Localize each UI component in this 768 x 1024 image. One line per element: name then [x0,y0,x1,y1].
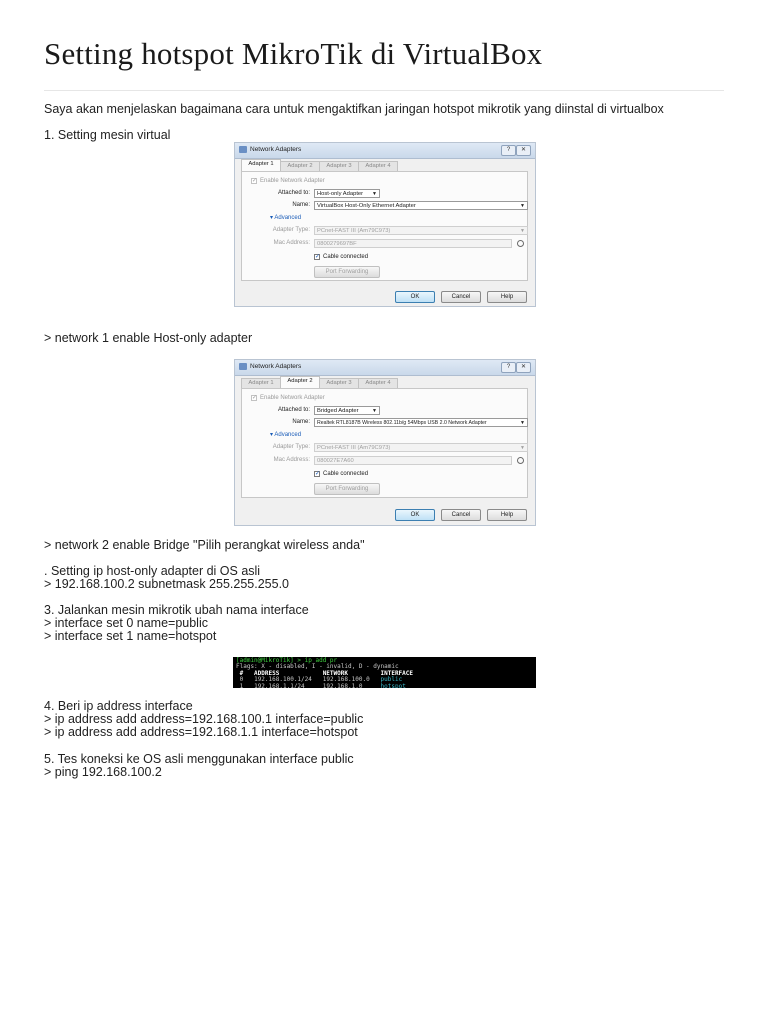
terminal-row: 1 192.168.1.1/24 192.168.1.0 hotspot [236,682,406,688]
ok-button[interactable]: OK [395,291,435,303]
terminal-header: # ADDRESS NETWORK INTERFACE [236,669,414,677]
terminal-prompt: [admin@MikroTik] > ip add pr [236,657,338,664]
page-title: Setting hotspot MikroTik di VirtualBox [44,36,543,71]
adapter-type-select[interactable]: PCnet-FAST III (Am79C973) ▼ [314,226,528,235]
cable-connected-label: Cable connected [323,254,369,260]
chevron-down-icon: ▼ [520,445,525,451]
adapter-type-label: Adapter Type: [272,444,310,450]
step-2-detail: > 192.168.100.2 subnetmask 255.255.255.0 [44,577,289,591]
mac-address-input[interactable]: 080027E7A60 [314,456,512,465]
dialog-titlebar [235,143,535,159]
port-forwarding-button[interactable]: Port Forwarding [314,483,380,495]
mac-address-label: Mac Address: [273,457,310,463]
adapter-panel [241,388,528,498]
title-divider [44,90,724,91]
name-label: Name: [292,419,310,425]
chevron-down-icon: ▼ [372,191,377,197]
close-titlebar-button[interactable]: ✕ [516,362,531,373]
help-titlebar-button[interactable]: ? [501,362,516,373]
refresh-mac-icon[interactable] [517,240,524,247]
note-network-2: > network 2 enable Bridge "Pilih perangkat wireless anda" [44,538,365,552]
tab-adapter-3[interactable]: Adapter 3 [319,161,359,171]
step-4-heading: 4. Beri ip address interface [44,699,193,713]
advanced-expander[interactable]: ▾ Advanced [270,215,302,221]
intro-text: Saya akan menjelaskan bagaimana cara untuk mengaktifkan jaringan hotspot mikrotik yang diinstal di virtualbox [44,102,664,116]
chevron-down-icon: ▼ [520,228,525,234]
attached-to-label: Attached to: [277,190,310,196]
step-3-detail-2: > interface set 1 name=hotspot [44,629,217,643]
close-titlebar-button[interactable]: ✕ [516,145,531,156]
cable-connected-label: Cable connected [323,471,369,477]
step-1-heading: 1. Setting mesin virtual [44,128,171,142]
adapter-type-label: Adapter Type: [272,227,310,233]
refresh-mac-icon[interactable] [517,457,524,464]
cancel-button[interactable]: Cancel [441,291,481,303]
enable-adapter-checkbox[interactable]: ✓ [252,178,258,184]
expand-chevron-icon: ▾ [270,432,275,438]
step-5-detail: > ping 192.168.100.2 [44,765,162,779]
enable-adapter-checkbox[interactable]: ✓ [252,395,258,401]
tab-adapter-1[interactable]: Adapter 1 [241,378,281,388]
enable-adapter-label: Enable Network Adapter [260,178,325,184]
step-3-heading: 3. Jalankan mesin mikrotik ubah nama interface [44,603,309,617]
network-icon [239,363,247,370]
advanced-expander[interactable]: ▾ Advanced [270,432,302,438]
terminal-flags: Flags: X - disabled, I - invalid, D - dynamic [236,663,399,671]
chevron-down-icon: ▼ [372,408,377,414]
network-icon [239,146,247,153]
help-button[interactable]: Help [487,509,527,521]
chevron-down-icon: ▼ [520,203,525,209]
port-forwarding-button[interactable]: Port Forwarding [314,266,380,278]
expand-chevron-icon: ▾ [270,215,275,221]
help-titlebar-button[interactable]: ? [501,145,516,156]
mac-address-label: Mac Address: [273,240,310,246]
cable-connected-checkbox[interactable]: ✓ [315,471,321,477]
terminal-screenshot [233,657,536,688]
name-select[interactable]: Realtek RTL8187B Wireless 802.11b/g 54Mbps USB 2.0 Network Adapter ▼ [314,418,528,427]
dialog-titlebar [235,360,535,376]
step-4-detail-1: > ip address add address=192.168.100.1 interface=public [44,712,364,726]
name-select[interactable]: VirtualBox Host-Only Ethernet Adapter ▼ [314,201,528,210]
tab-adapter-3[interactable]: Adapter 3 [319,378,359,388]
help-button[interactable]: Help [487,291,527,303]
tab-adapter-2[interactable]: Adapter 2 [280,376,320,388]
cable-connected-checkbox[interactable]: ✓ [315,254,321,260]
terminal-row: 0 192.168.100.1/24 192.168.100.0 public [236,676,403,684]
tab-adapter-4[interactable]: Adapter 4 [358,161,398,171]
network-adapters-screenshot-1 [234,142,536,307]
mac-address-input[interactable]: 0800279697BF [314,239,512,248]
adapter-panel [241,171,528,281]
dialog-title: Network Adapters [250,146,302,153]
network-adapters-screenshot-2 [234,359,536,526]
cancel-button[interactable]: Cancel [441,509,481,521]
tab-adapter-4[interactable]: Adapter 4 [358,378,398,388]
ok-button[interactable]: OK [395,509,435,521]
adapter-type-select[interactable]: PCnet-FAST III (Am79C973) ▼ [314,443,528,452]
step-2-heading: . Setting ip host-only adapter di OS asli [44,564,261,578]
tab-adapter-1[interactable]: Adapter 1 [241,159,281,171]
tab-adapter-2[interactable]: Adapter 2 [280,161,320,171]
step-4-detail-2: > ip address add address=192.168.1.1 interface=hotspot [44,725,358,739]
dialog-title: Network Adapters [250,363,302,370]
step-5-heading: 5. Tes koneksi ke OS asli menggunakan interface public [44,752,354,766]
attached-to-label: Attached to: [277,407,310,413]
enable-adapter-label: Enable Network Adapter [260,395,325,401]
note-network-1: > network 1 enable Host-only adapter [44,331,253,345]
chevron-down-icon: ▼ [520,420,525,426]
name-label: Name: [292,202,310,208]
attached-to-select[interactable]: Bridged Adapter ▼ [314,406,380,415]
step-3-detail-1: > interface set 0 name=public [44,616,208,630]
attached-to-select[interactable]: Host-only Adapter ▼ [314,189,380,198]
